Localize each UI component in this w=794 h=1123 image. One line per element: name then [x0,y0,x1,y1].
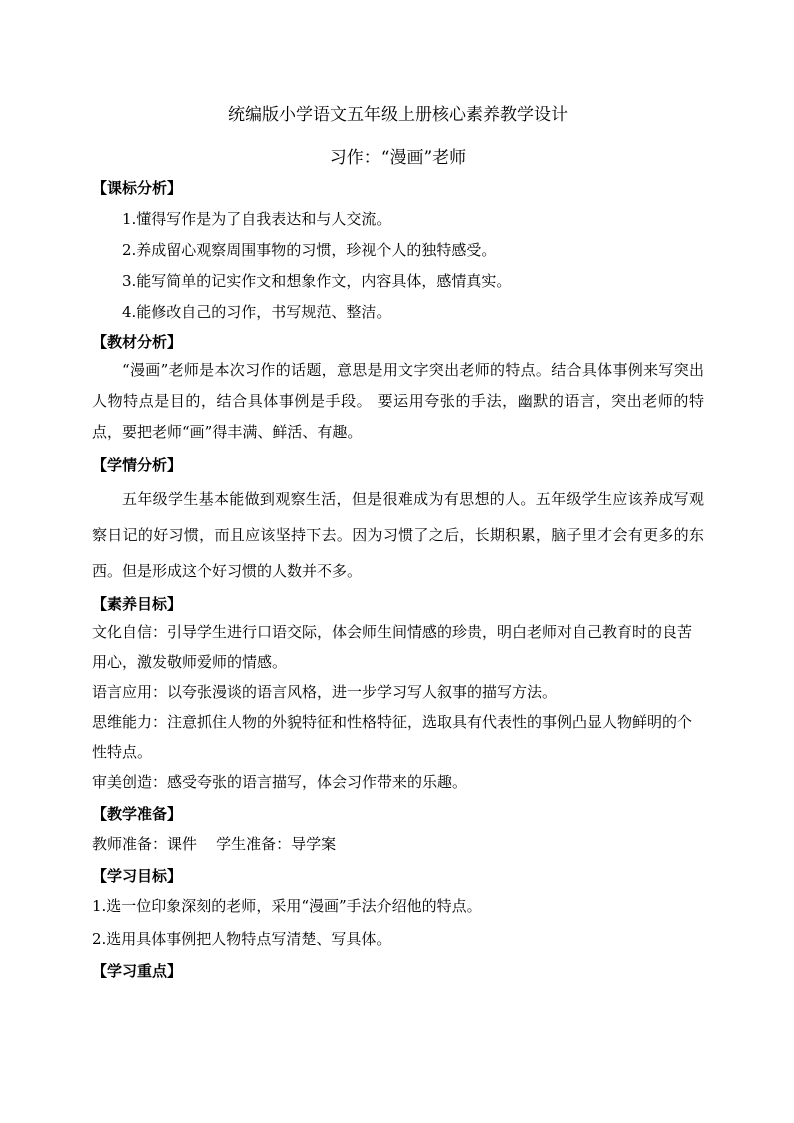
document-subtitle: 习作：“漫画”老师 [329,148,467,168]
literacy-item-thinking: 思维能力：注意抓住人物的外貌特征和性格特征，选取具有代表性的事例凸显人物鲜明的个性特点。 [92,713,693,761]
objective-item: 1.选一位印象深刻的老师，采用“漫画”手法介绍他的特点。 [92,897,482,915]
section-heading-preparation: 【教学准备】 [92,805,183,823]
textbook-paragraph: “漫画”老师是本次习作的话题，意思是用文字突出老师的特点。结合具体事例来写突出人物特点是目的，结合具体事例是手段。 要运用夸张的手法，幽默的语言，突出老师的特点，要把老师“画”得丰满、鲜活、有趣。 [92,361,704,441]
literacy-item-aesthetic: 审美创造：感受夸张的语言描写，体会习作带来的乐趣。 [92,773,468,791]
section-heading-focus: 【学习重点】 [92,962,183,980]
list-item: 2.养成留心观察周围事物的习惯，珍视个人的独特感受。 [122,241,497,259]
objective-item: 2.选用具体事例把人物特点写清楚、写具体。 [92,930,392,948]
preparation-text: 教师准备：课件 学生准备：导学案 [92,835,337,853]
literacy-item-language: 语言应用：以夸张漫谈的语言风格，进一步学习写人叙事的描写方法。 [92,683,558,701]
document-body [92,104,704,982]
curriculum-list [92,208,704,323]
literacy-item-culture: 文化自信：引导学生进行口语交际，体会师生间情感的珍贵，明白老师对自己教育时的良苦用心，激发敬师爱师的情感。 [92,623,693,671]
list-item: 1.懂得写作是为了自我表达和与人交流。 [122,210,392,228]
section-heading-textbook: 【教材分析】 [92,333,183,351]
students-paragraph: 五年级学生基本能做到观察生活，但是很难成为有思想的人。五年级学生应该养成写观察日记的好习惯，而且应该坚持下去。因为习惯了之后，长期积累，脑子里才会有更多的东西。但是形成这个好习惯的人数并不多。 [92,490,704,580]
list-item: 4.能修改自己的习作，书写规范、整洁。 [122,303,392,321]
section-heading-objectives: 【学习目标】 [92,867,183,885]
document-title: 统编版小学语文五年级上册核心素养教学设计 [228,105,568,125]
section-heading-literacy: 【素养目标】 [92,595,183,613]
section-heading-students: 【学情分析】 [92,456,183,474]
section-heading-curriculum: 【课标分析】 [92,179,183,197]
list-item: 3.能写简单的记实作文和想象作文，内容具体，感情真实。 [122,272,512,290]
